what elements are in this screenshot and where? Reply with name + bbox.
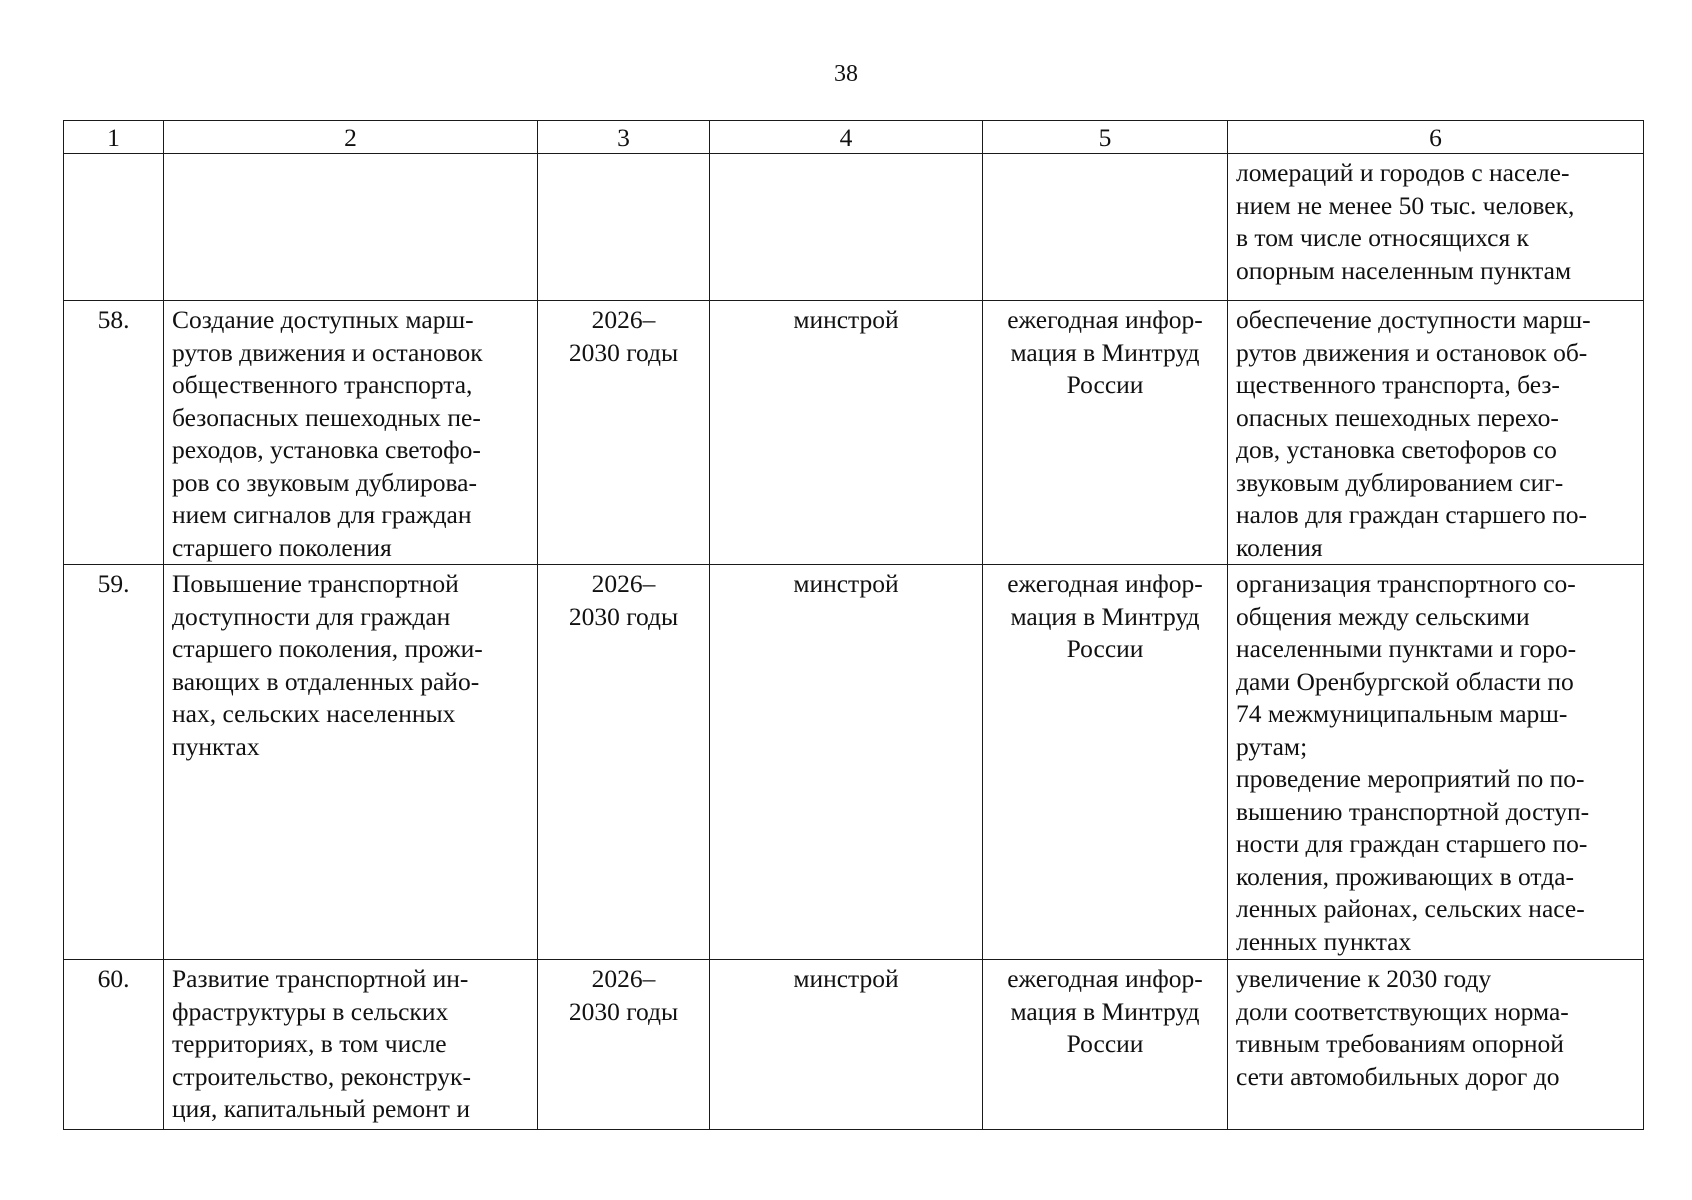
period-cell <box>538 565 710 960</box>
column-header: 1 <box>64 121 164 154</box>
cell-text-line: населенными пунктами и горо- <box>1236 634 1577 663</box>
cell-text-line: звуковым дублированием сиг- <box>1236 467 1564 497</box>
cell-text-line: строительство, реконструк- <box>172 1061 471 1091</box>
cell-text-line: 2026– <box>591 305 656 334</box>
cell-text-line: 2030 годы <box>568 337 679 367</box>
period-cell <box>538 301 710 565</box>
measures-table <box>63 120 1644 1130</box>
cell-text-line: нах, сельских населенных <box>172 699 456 728</box>
cell-text-line: России <box>1066 370 1144 399</box>
cell-text-line: 59. <box>97 569 130 598</box>
cell-text-line: нием не менее 50 тыс. человек, <box>1236 190 1575 220</box>
cell-text-line: мация в Минтруд <box>1010 996 1200 1026</box>
table-header-row <box>64 121 1644 154</box>
cell-text-line: минстрой <box>793 569 899 598</box>
cell-text-line: организация транспортного со- <box>1236 569 1576 598</box>
table-row <box>64 960 1644 1130</box>
result-cell <box>1228 565 1644 960</box>
cell-text-line: 60. <box>97 964 130 993</box>
cell-text-line: фраструктуры в сельских <box>172 996 449 1026</box>
cell-text-line: реходов, установка светофо- <box>172 435 481 464</box>
cell-text-line: 2026– <box>591 569 656 598</box>
cell-text-line: Развитие транспортной ин- <box>172 964 469 993</box>
result-cell <box>1228 154 1644 301</box>
cell-text-line: 2030 годы <box>568 996 679 1026</box>
cell-text-line: территориях, в том числе <box>172 1029 447 1058</box>
cell-text-line: нием сигналов для граждан <box>172 500 472 529</box>
cell-text-line: пунктах <box>172 731 260 761</box>
cell-text-line: налов для граждан старшего по- <box>1236 500 1587 529</box>
cell-text-line: коления, проживающих в отда- <box>1236 861 1574 891</box>
reporting-cell <box>983 154 1228 301</box>
cell-text-line: ности для граждан старшего по- <box>1236 829 1588 858</box>
cell-text-line: ров со звуковым дублирова- <box>172 467 477 497</box>
cell-text-line: 2026– <box>591 964 656 993</box>
cell-text-line: ленных районах, сельских насе- <box>1236 894 1585 923</box>
cell-text-line: старшего поколения, прожи- <box>172 634 483 663</box>
cell-text-line: дами Оренбургской области по <box>1236 666 1574 696</box>
cell-text-line: дов, установка светофоров со <box>1236 435 1557 464</box>
cell-text-line: сети автомобильных дорог до <box>1236 1061 1560 1091</box>
cell-text-line: мация в Минтруд <box>1010 337 1200 367</box>
cell-text-line: 2030 годы <box>568 601 679 631</box>
cell-text-line: доступности для граждан <box>172 601 451 631</box>
row-number-cell <box>64 154 164 301</box>
cell-text-line: коления <box>1236 532 1323 562</box>
cell-text-line: мация в Минтруд <box>1010 601 1200 631</box>
action-cell <box>164 301 538 565</box>
column-header: 4 <box>710 121 983 154</box>
cell-text-line: общения между сельскими <box>1236 601 1530 631</box>
cell-text-line: вающих в отдаленных райо- <box>172 666 480 696</box>
period-cell <box>538 960 710 1130</box>
row-number-cell <box>64 960 164 1130</box>
action-cell <box>164 154 538 301</box>
table-row <box>64 301 1644 565</box>
cell-text-line: старшего поколения <box>172 532 392 562</box>
cell-text-line: опорным населенным пунктам <box>1236 255 1572 285</box>
column-header: 2 <box>164 121 538 154</box>
cell-text-line: вышению транспортной доступ- <box>1236 796 1590 826</box>
column-header: 6 <box>1228 121 1644 154</box>
executor-cell <box>710 565 983 960</box>
reporting-cell <box>983 960 1228 1130</box>
cell-text-line: обеспечение доступности марш- <box>1236 305 1591 334</box>
executor-cell <box>710 960 983 1130</box>
row-number-cell <box>64 565 164 960</box>
cell-text-line: тивным требованиям опорной <box>1236 1029 1564 1058</box>
cell-text-line: России <box>1066 1029 1144 1058</box>
cell-text-line: рутов движения и остановок <box>172 337 483 367</box>
cell-text-line: минстрой <box>793 964 899 993</box>
reporting-cell <box>983 301 1228 565</box>
result-cell <box>1228 960 1644 1130</box>
cell-text-line: доли соответствующих норма- <box>1236 996 1569 1026</box>
reporting-cell <box>983 565 1228 960</box>
cell-text-line: ломераций и городов с населе- <box>1236 158 1570 187</box>
cell-text-line: рутов движения и остановок об- <box>1236 337 1588 367</box>
page-number: 38 <box>834 61 858 87</box>
cell-text-line: Создание доступных марш- <box>172 305 474 334</box>
executor-cell <box>710 301 983 565</box>
cell-text-line: ция, капитальный ремонт и <box>172 1094 470 1123</box>
column-header: 3 <box>538 121 710 154</box>
executor-cell <box>710 154 983 301</box>
result-cell <box>1228 301 1644 565</box>
cell-text-line: рутам; <box>1236 731 1308 761</box>
cell-text-line: 58. <box>97 305 130 334</box>
cell-text-line: щественного транспорта, без- <box>1236 370 1560 399</box>
cell-text-line: 74 межмуниципальным марш- <box>1236 699 1568 728</box>
cell-text-line: ленных пунктах <box>1236 926 1412 956</box>
cell-text-line: в том числе относящихся к <box>1236 223 1529 252</box>
row-number-cell <box>64 301 164 565</box>
cell-text-line: Повышение транспортной <box>172 569 459 598</box>
table-row <box>64 565 1644 960</box>
action-cell <box>164 565 538 960</box>
cell-text-line: увеличение к 2030 году <box>1236 964 1492 993</box>
column-header: 5 <box>983 121 1228 154</box>
period-cell <box>538 154 710 301</box>
cell-text-line: проведение мероприятий по по- <box>1236 764 1585 793</box>
cell-text-line: минстрой <box>793 305 899 334</box>
cell-text-line: опасных пешеходных перехо- <box>1236 402 1559 432</box>
action-cell <box>164 960 538 1130</box>
cell-text-line: ежегодная инфор- <box>1007 964 1203 993</box>
cell-text-line: безопасных пешеходных пе- <box>172 402 481 432</box>
cell-text-line: России <box>1066 634 1144 663</box>
table-row <box>64 154 1644 301</box>
cell-text-line: общественного транспорта, <box>172 370 473 399</box>
cell-text-line: ежегодная инфор- <box>1007 569 1203 598</box>
cell-text-line: ежегодная инфор- <box>1007 305 1203 334</box>
